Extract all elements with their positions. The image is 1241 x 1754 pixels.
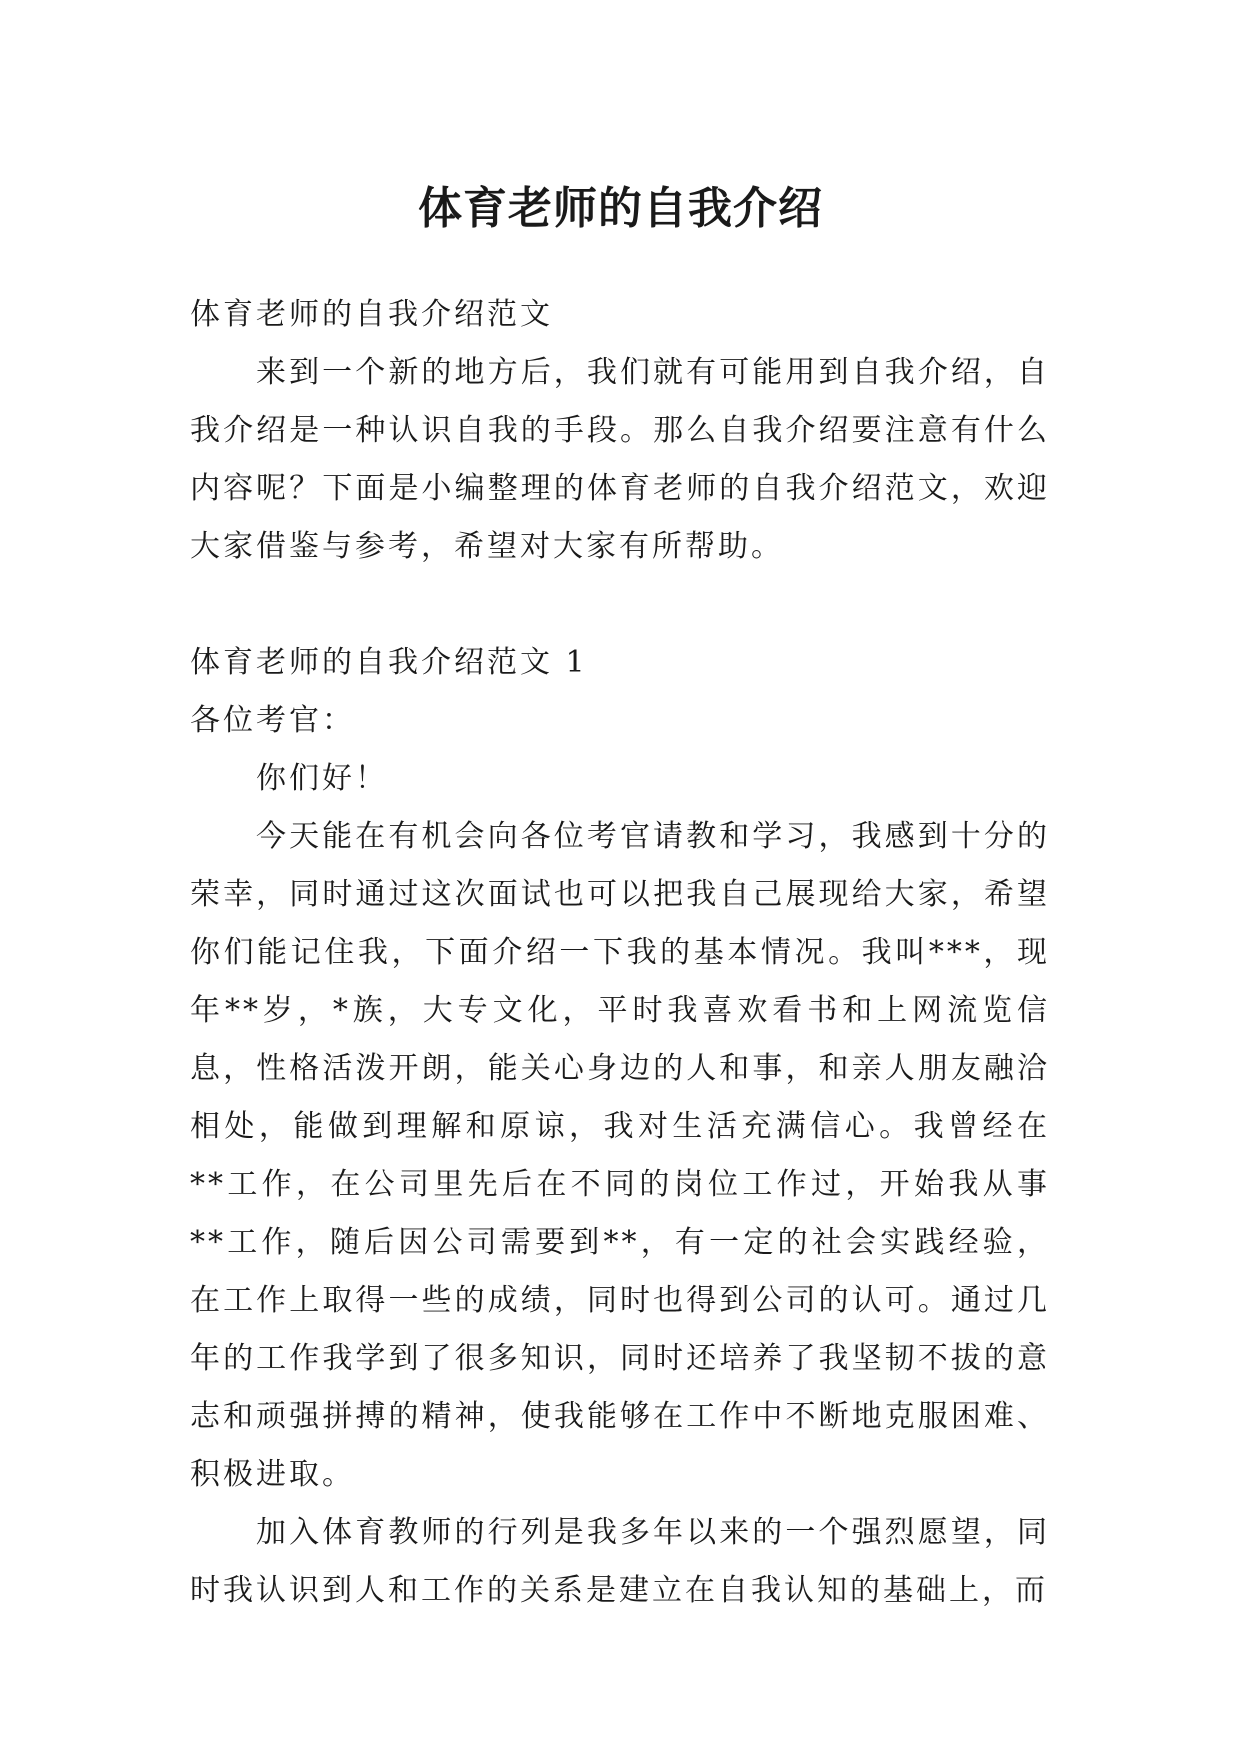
paragraph-spacer [190,576,1050,634]
document-body [190,286,1050,1620]
body-paragraph-1: 今天能在有机会向各位考官请教和学习，我感到十分的荣幸，同时通过这次面试也可以把我自己展现给大家，希望你们能记住我，下面介绍一下我的基本情况。我叫***，现年**岁，*族，大专文化，平时我喜欢看书和上网流览信息，性格活泼开朗，能关心身边的人和事，和亲人朋友融洽相处，能做到理解和原谅，我对生活充满信心。我曾经在**工作，在公司里先后在不同的岗位工作过，开始我从事**工作，随后因公司需要到**，有一定的社会实践经验，在工作上取得一些的成绩，同时也得到公司的认可。通过几年的工作我学到了很多知识，同时还培养了我坚韧不拔的意志和顽强拼搏的精神，使我能够在工作中不断地克服困难、积极进取。 [190,819,1050,1492]
subtitle: 体育老师的自我介绍范文 [190,297,553,332]
body-paragraph-2: 加入体育教师的行列是我多年以来的一个强烈愿望，同时我认识到人和工作的关系是建立在自我认知的基础上，而 [190,1515,1050,1608]
greeting: 你们好！ [256,761,388,796]
page-title: 体育老师的自我介绍 [418,183,823,235]
section-heading: 体育老师的自我介绍范文 1 [190,645,588,680]
intro-paragraph: 来到一个新的地方后，我们就有可能用到自我介绍，自我介绍是一种认识自我的手段。那么自我介绍要注意有什么内容呢？下面是小编整理的体育老师的自我介绍范文，欢迎大家借鉴与参考，希望对大家有所帮助。 [190,355,1050,564]
salutation: 各位考官： [190,703,355,738]
